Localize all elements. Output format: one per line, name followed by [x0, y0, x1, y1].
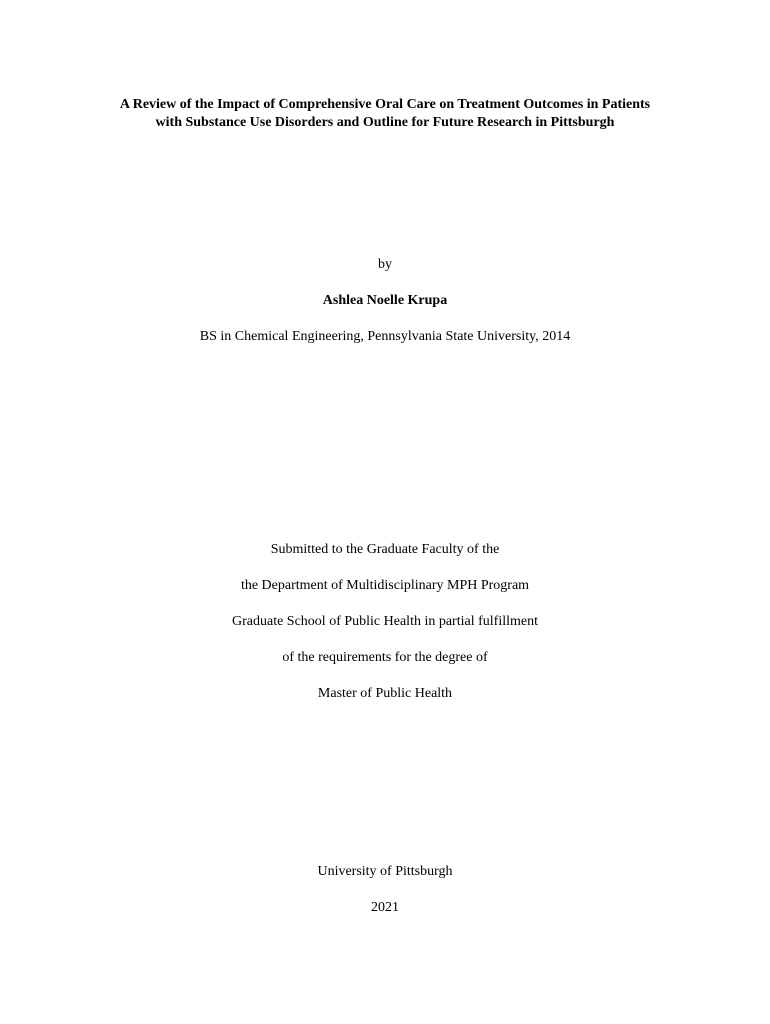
degree-name: Master of Public Health — [317, 686, 453, 701]
title-line-2: with Substance Use Disorders and Outline for Future Research in Pittsburgh — [155, 115, 615, 130]
submission-line-3: Graduate School of Public Health in partial fulfillment — [232, 614, 538, 629]
title-line-1: A Review of the Impact of Comprehensive Oral Care on Treatment Outcomes in Patients — [119, 97, 651, 112]
submission-line-1: Submitted to the Graduate Faculty of the — [270, 542, 500, 557]
submission-line-2: the Department of Multidisciplinary MPH Program — [240, 578, 530, 593]
byline: by — [378, 257, 392, 272]
prior-degree: BS in Chemical Engineering, Pennsylvania State University, 2014 — [199, 329, 571, 344]
author-name: Ashlea Noelle Krupa — [322, 293, 448, 308]
institution: University of Pittsburgh — [317, 864, 453, 879]
year: 2021 — [371, 900, 399, 915]
submission-line-4: of the requirements for the degree of — [282, 650, 488, 665]
